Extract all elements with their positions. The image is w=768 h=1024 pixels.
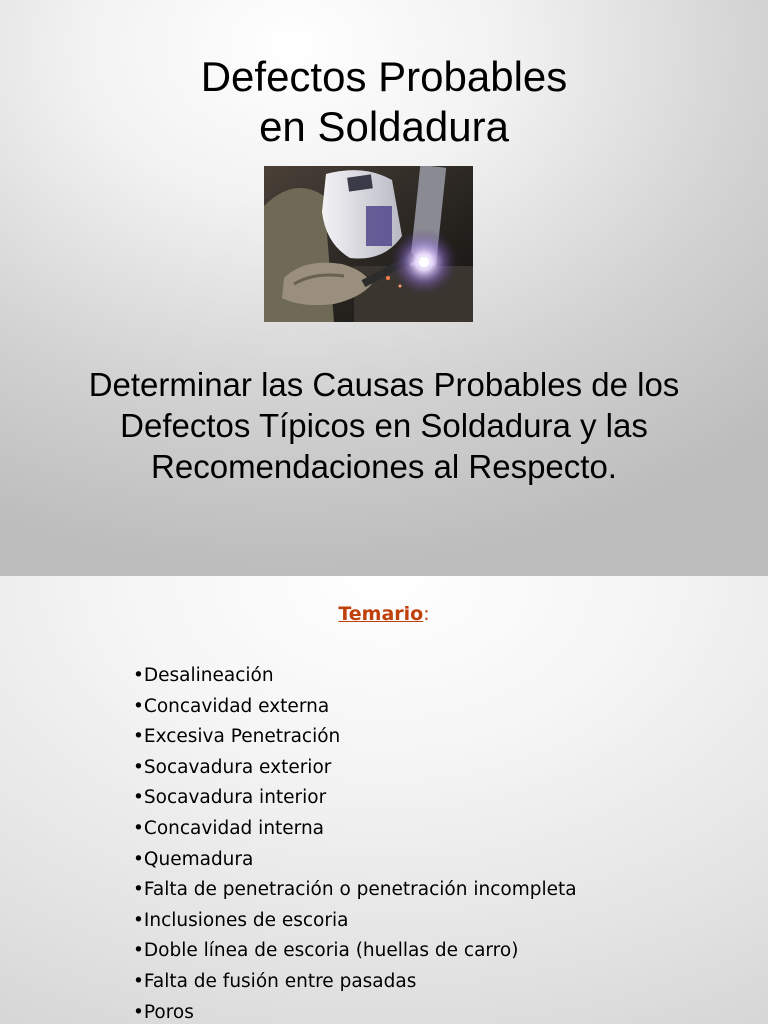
slide-title <box>0 52 768 152</box>
slide-subtitle-line-1: Determinar las Causas Probables de los <box>88 366 680 403</box>
agenda-heading-colon: : <box>423 603 430 625</box>
agenda-item: •Socavadura interior <box>133 787 327 809</box>
agenda-item: •Desalineación <box>133 665 274 686</box>
agenda-heading-label: Temario <box>338 603 424 625</box>
agenda-heading <box>0 600 768 628</box>
agenda-item: •Poros <box>133 1001 194 1023</box>
agenda-item: •Inclusiones de escoria <box>133 909 349 931</box>
welding-photo <box>264 166 473 322</box>
slide-subtitle <box>20 364 748 487</box>
agenda-item: •Concavidad externa <box>133 695 330 717</box>
agenda-slide <box>0 576 768 1024</box>
agenda-list <box>133 661 577 1024</box>
agenda-item: •Socavadura exterior <box>133 756 332 778</box>
agenda-item: •Excesiva Penetración <box>133 726 341 748</box>
slide-subtitle-line-2: Defectos Típicos en Soldadura y las <box>120 407 648 444</box>
agenda-item: •Doble línea de escoria (huellas de carro) <box>133 940 519 962</box>
agenda-item: •Quemadura <box>133 848 254 870</box>
agenda-item: •Falta de fusión entre pasadas <box>133 970 417 992</box>
agenda-item: •Falta de penetración o penetración incompleta <box>133 879 577 901</box>
slide-title-line-2: en Soldadura <box>259 103 509 150</box>
slide-subtitle-line-3: Recomendaciones al Respecto. <box>151 448 617 485</box>
agenda-item: •Concavidad interna <box>133 817 325 839</box>
slide-title-line-1: Defectos Probables <box>200 53 568 100</box>
